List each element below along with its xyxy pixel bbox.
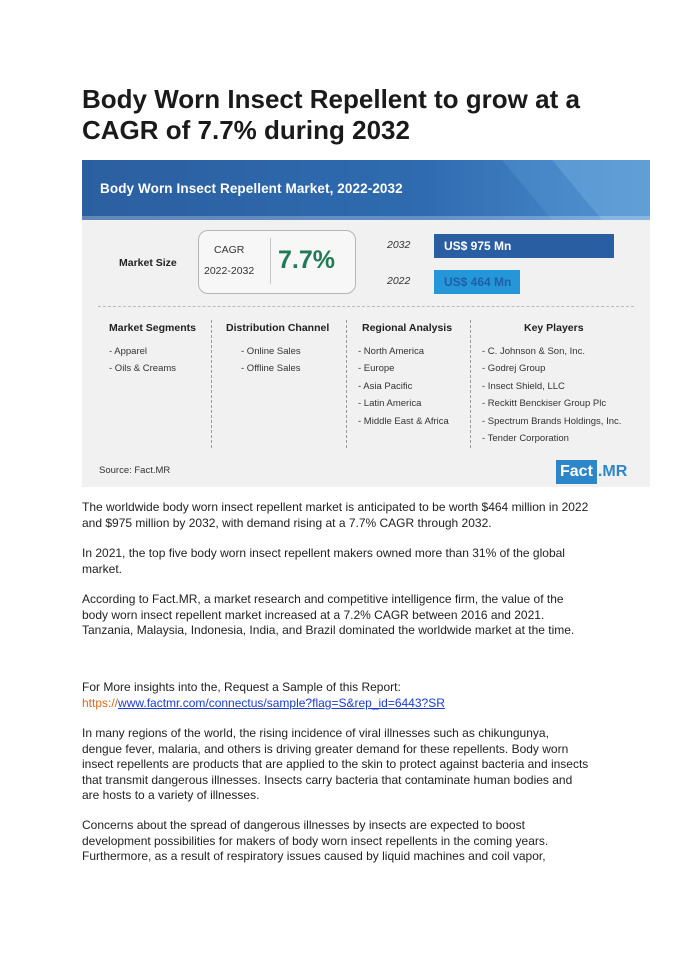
distribution-item: - Online Sales [241, 346, 301, 357]
cagr-divider [270, 238, 271, 284]
distribution-title: Distribution Channel [226, 322, 330, 334]
player-item: - Tender Corporation [482, 432, 569, 444]
column-divider [470, 320, 471, 448]
cagr-value: 7.7% [278, 246, 335, 274]
region-item: - Europe [358, 363, 395, 375]
segments-list [109, 343, 176, 378]
region-item: - Asia Pacific [358, 380, 413, 392]
player-item: - Spectrum Brands Holdings, Inc. [482, 415, 622, 427]
player-item: - Reckitt Benckiser Group Plc [482, 398, 607, 410]
section-divider [98, 306, 634, 307]
region-item: - North America [358, 346, 424, 357]
column-divider [346, 320, 347, 448]
logo-part1: Fact [556, 460, 597, 484]
cagr-label: CAGR [214, 244, 245, 256]
infographic-title: Body Worn Insect Repellent Market, 2022-2032 [100, 181, 403, 196]
player-item: - C. Johnson & Son, Inc. [482, 346, 585, 357]
segment-item: - Oils & Creams [109, 363, 177, 375]
paragraph-2: In 2021, the top five body worn insect repellent makers owned more than 31% of the global market. [82, 546, 565, 576]
regional-list [358, 343, 449, 430]
sample-report-link[interactable]: www.factmr.com/connectus/sample?flag=S&rep_id=6443?SR [118, 695, 445, 710]
chart-bar-label: US$ 464 Mn [444, 275, 512, 289]
paragraph-3: According to Fact.MR, a market research and competitive intelligence firm, the value of the body worn insect repellent market increased at a 7.2% CAGR between 2016 and 2021. Tanzania, Malaysia, Indonesia, India, and Brazil dominated the worldwide market at the time. [82, 592, 575, 637]
region-item: - Middle East & Africa [358, 415, 449, 427]
market-size-label: Market Size [119, 257, 177, 269]
logo-part2: MR [602, 463, 628, 480]
cagr-years: 2022-2032 [204, 265, 255, 277]
player-item: - Insect Shield, LLC [482, 380, 565, 392]
infographic-banner [82, 160, 650, 220]
column-divider [211, 320, 212, 448]
factmr-logo [556, 460, 627, 484]
sample-intro: For More insights into the, Request a Sample of this Report: [82, 680, 401, 694]
segments-title: Market Segments [109, 322, 196, 334]
chart-year-label: 2022 [387, 275, 411, 287]
segment-item: - Apparel [109, 346, 148, 357]
paragraph-1: The worldwide body worn insect repellent market is anticipated to be worth $464 million in 2022 and $975 million by 2032, with demand rising at a 7.7% CAGR through 2032. [82, 500, 589, 530]
logo-dot: . [597, 463, 603, 480]
page-title: Body Worn Insect Repellent to grow at a CAGR of 7.7% during 2032 [82, 84, 580, 145]
distribution-list [241, 343, 301, 378]
chart-bar-label: US$ 975 Mn [444, 239, 512, 253]
player-item: - Godrej Group [482, 363, 546, 375]
sample-request [82, 680, 592, 711]
key-players-list [482, 343, 621, 447]
source-note: Source: Fact.MR [99, 465, 171, 476]
distribution-item: - Offline Sales [241, 363, 301, 375]
regional-title: Regional Analysis [362, 322, 453, 334]
sample-link-prefix: https:// [82, 695, 119, 710]
market-infographic [82, 160, 650, 487]
paragraph-5: Concerns about the spread of dangerous illnesses by insects are expected to boost development possibilities for makers of body worn insect repellents in the coming years. Furthermore, as a result of respiratory issues caused by liquid machines and coil vapor, [82, 818, 549, 863]
chart-year-label: 2032 [387, 239, 411, 251]
paragraph-4: In many regions of the world, the rising incidence of viral illnesses such as chikungunya, dengue fever, malaria, and others is driving greater demand for these repellents. Body worn insect repellents are products that are applied to the skin to protect against bacteria and insects that transmit dangerous illnesses. Insects carry bacteria that contaminate human bodies and are hosts to a variety of illnesses. [82, 726, 589, 802]
region-item: - Latin America [358, 398, 422, 410]
key-players-title: Key Players [524, 322, 584, 334]
